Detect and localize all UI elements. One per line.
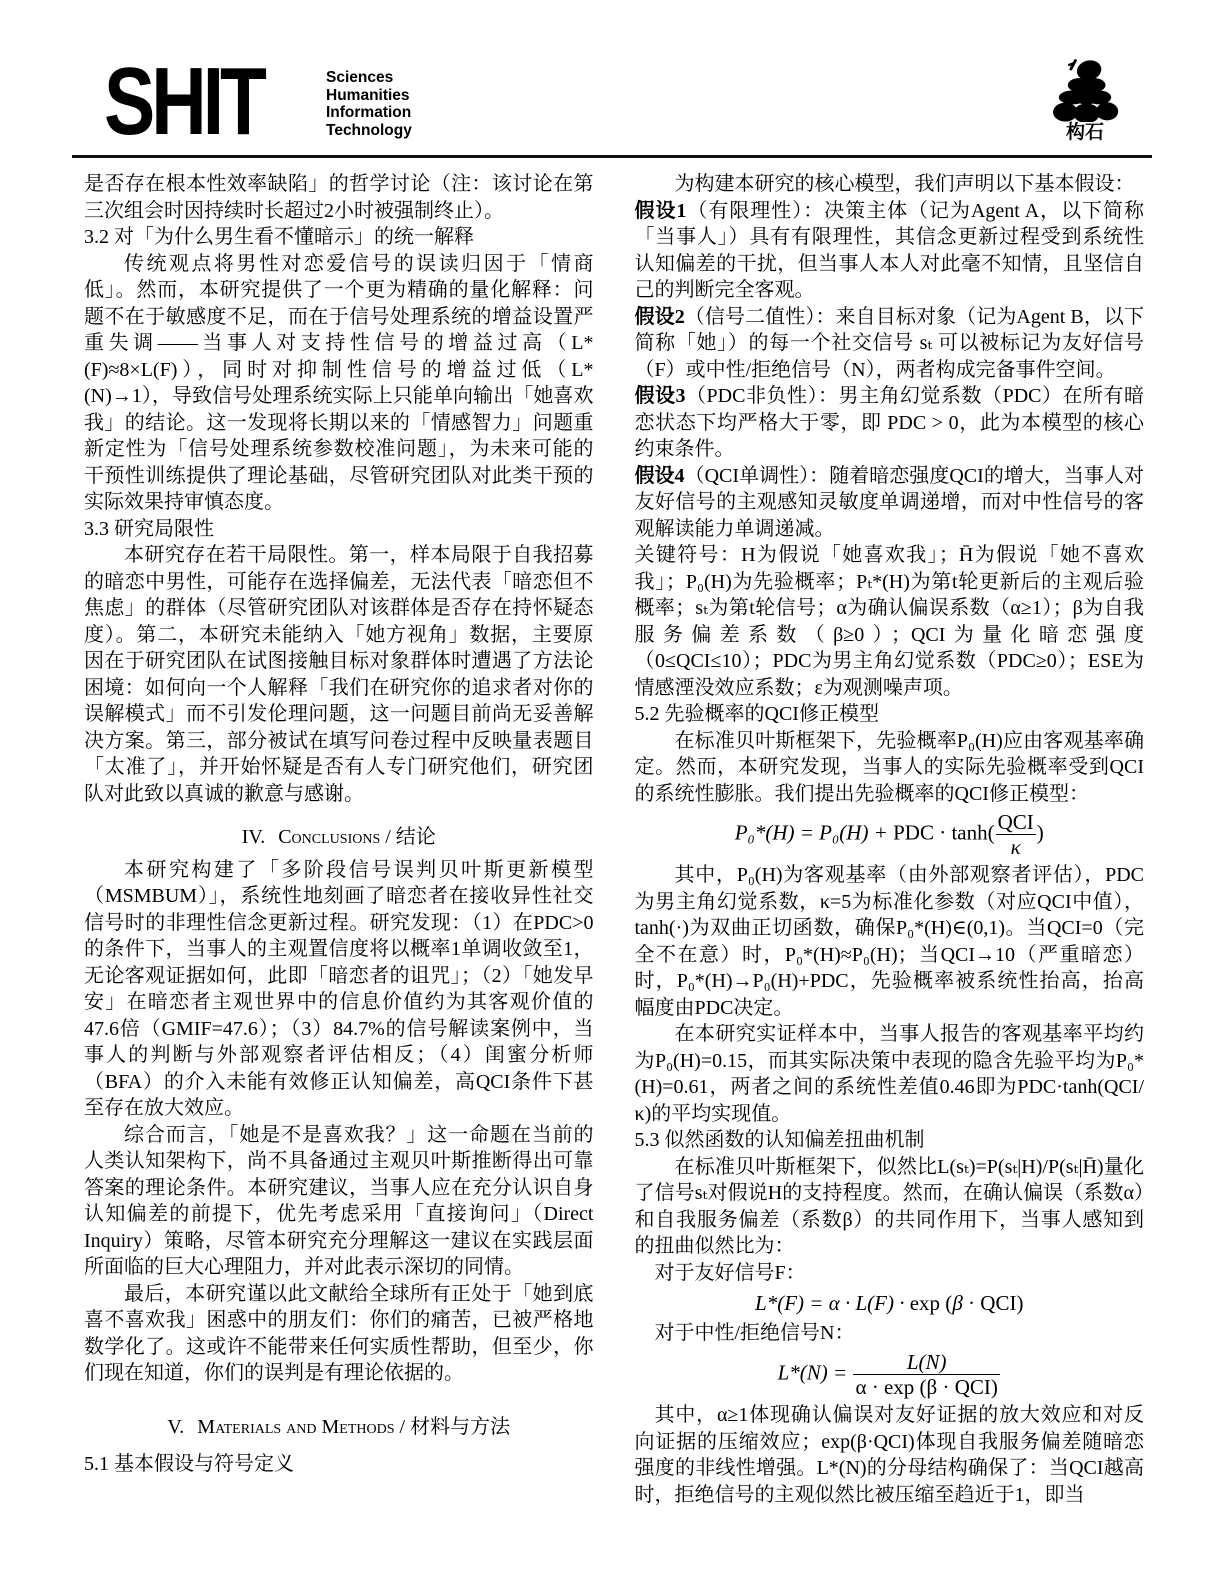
formula-likelihood-neutral: L*(N) = $\frac{L(N)}{\text{α · exp (β · QCI)}}$ bbox=[777, 1349, 998, 1399]
paragraph-conclusions-1: 本研究构建了「多阶段信号误判贝叶斯更新模型（MSMBUM）」，系统性地刻画了暗恋者在接收异性社交信号时的非理性信念更新过程。研究发现：（1）在PDC>0的条件下，当事人的主观置信度将以概率1单调收敛至1，无论客观证据如何，此即「暗恋者的诅咒」；（2）「她发早安」在暗恋者主观世界中的信息价值约为其客观价值的47.6倍（GMIF=47.6）；（3）84.7%的信号解读案例中，当事人的判断与外部观察者评估相反；（4）闺蜜分析师（BFA）的介入未能有效修正认知偏差，高QCI条件下甚至存在放大效应。 bbox=[84, 858, 594, 1119]
paragraph-assumptions-intro: 为构建本研究的核心模型，我们声明以下基本假设： bbox=[674, 173, 1135, 195]
masthead-rule bbox=[72, 155, 1152, 158]
hypothesis-label: 假设1 bbox=[634, 199, 687, 222]
paragraph-hypothesis-3 bbox=[635, 383, 1145, 463]
hypothesis-text: （有限理性）：决策主体（记为Agent A，以下简称「当事人」）具有有限理性，其信念更新过程受到系统性认知偏差的干扰，但当事人本人对此毫不知情，且坚信自己的判断完全客观。 bbox=[634, 199, 1144, 301]
paragraph-key-symbols: 关键符号：H为假说「她喜欢我」；H̄为假说「她不喜欢我」；P₀(H)为先验概率；Pₜ*(H)为第t轮更新后的主观后验概率；sₜ为第t轮信号；α为确认偏误系数（α≥1）；β为自我服务偏差系数（β≥0）；QCI为量化暗恋强度（0≤QCI≤10）；PDC为男主角幻觉系数（PDC≥0）；ESE为情感湮没效应系数；ε为观测噪声项。 bbox=[634, 544, 1144, 699]
right-column bbox=[635, 171, 1145, 1508]
paragraph-5-2-empirical: 在本研究实证样本中，当事人报告的客观基率平均约为P₀(H)=0.15，而其实际决策中表现的隐含先验平均为P₀*(H)=0.61，两者之间的系统性差值0.46即为PDC·tanh(QCI/κ)的平均实现值。 bbox=[634, 1023, 1144, 1125]
hypothesis-label: 假设2 bbox=[634, 305, 685, 328]
label-neutral-signal: 对于中性/拒绝信号N： bbox=[654, 1322, 855, 1345]
subsection-heading-5-3: 5.3 似然函数的认知偏差扭曲机制 bbox=[634, 1129, 925, 1152]
publisher-logo bbox=[1026, 58, 1144, 143]
subsection-heading-5-2: 5.2 先验概率的QCI修正模型 bbox=[634, 703, 879, 725]
publisher-logo-label: 构石 bbox=[1065, 122, 1104, 143]
section-heading-materials-methods bbox=[84, 1414, 594, 1441]
journal-logo-text: SHIT bbox=[104, 48, 263, 155]
subsection-heading-5-1: 5.1 基本假设与符号定义 bbox=[84, 1453, 294, 1475]
journal-brand bbox=[104, 48, 412, 155]
stone-stack-icon bbox=[1044, 58, 1126, 122]
section-title-en: Conclusions bbox=[278, 826, 381, 848]
tagline-line: Information bbox=[326, 104, 412, 121]
section-heading-conclusions bbox=[84, 824, 594, 851]
tagline-line: Humanities bbox=[326, 86, 410, 104]
paragraph-discussion-overflow: 是否存在根本性效率缺陷」的哲学讨论（注：该讨论在第三次组会时因持续时长超过2小时被强制终止）。 bbox=[84, 173, 594, 222]
journal-tagline bbox=[326, 56, 412, 139]
hypothesis-text: （PDC非负性）：男主角幻觉系数（PDC）在所有暗恋状态下均严格大于零，即 PDC > 0，此为本模型的核心约束条件。 bbox=[634, 385, 1145, 460]
hypothesis-text: （QCI单调性）：随着暗恋强度QCI的增大，当事人对友好信号的主观感知灵敏度单调递增，而对中性信号的客观解读能力单调递减。 bbox=[634, 464, 1145, 540]
paragraph-5-3-intro: 在标准贝叶斯框架下，似然比L(sₜ)=P(sₜ|H)/P(sₜ|H̄)量化了信号sₜ对假说H的支持程度。然而，在确认偏误（系数α）和自我服务偏差（系数β）的共同作用下，当事人感知到的扭曲似然比为： bbox=[634, 1155, 1144, 1258]
paragraph-5-3-explanation: 其中，α≥1体现确认偏误对友好证据的放大效应和对反向证据的压缩效应；exp(β·QCI)体现自我服务偏差随暗恋强度的非线性增强。L*(N)的分母结构确保了：当QCI越高时，拒绝信号的主观似然比被压缩至趋近于1，即当 bbox=[634, 1404, 1144, 1506]
journal-logo bbox=[104, 48, 312, 155]
section-title-zh: / 材料与方法 bbox=[399, 1415, 511, 1438]
tagline-line: Sciences bbox=[326, 69, 394, 86]
paragraph-5-2-explanation: 其中，P₀(H)为客观基率（由外部观察者评估），PDC为男主角幻觉系数，κ=5为标准化参数（对应QCI中值），tanh(·)为双曲正切函数，确保P₀*(H)∈(0,1)。当QCI=0（完全不在意）时，P₀*(H)≈P₀(H)；当QCI→10（严重暗恋）时，P₀*(H)→P₀(H)+PDC，先验概率被系统性抬高，抬高幅度由PDC决定。 bbox=[634, 864, 1144, 1019]
paragraph-conclusions-2: 综合而言，「她是不是喜欢我？」这一命题在当前的人类认知架构下，尚不具备通过主观贝叶斯推断得出可靠答案的理论条件。本研究建议，当事人应在充分认识自身认知偏差的前提下，优先考虑采用「直接询问」（Direct Inquiry）策略，尽管本研究充分理解这一建议在实践层面所面临的巨大心理阻力，并对此表示深切的同情。 bbox=[84, 1123, 594, 1278]
section-number: IV. bbox=[241, 826, 266, 848]
hypothesis-label: 假设4 bbox=[634, 464, 685, 487]
article-body bbox=[84, 171, 1144, 1508]
subsection-heading-3-3: 3.3 研究局限性 bbox=[84, 517, 214, 540]
paragraph-hypothesis-2 bbox=[635, 304, 1145, 384]
paragraph-3-3: 本研究存在若干局限性。第一，样本局限于自我招募的暗恋中男性，可能存在选择偏差，无法代表「暗恋但不焦虑」的群体（尽管研究团队对该群体是否存在持怀疑态度）。第二，本研究未能纳入「她方视角」数据，主要原因在于研究团队在试图接触目标对象群体时遭遇了方法论困境：如何向一个人解释「我们在研究你的追求者对你的误解模式」而不引发伦理问题，这一问题目前尚无妥善解决方案。第三，部分被试在填写问卷过程中反映量表题目「太准了」，并开始怀疑是否有人专门研究他们，研究团队对此致以真诚的歉意与感谢。 bbox=[84, 544, 594, 805]
paragraph-3-2: 传统观点将男性对恋爱信号的误读归因于「情商低」。然而，本研究提供了一个更为精确的量化解释：问题不在于敏感度不足，而在于信号处理系统的增益设置严重失调——当事人对支持性信号的增益过高（L*(F)≈8×L(F)），同时对抑制性信号的增益过低（L*(N)→1），导致信号处理系统实际上只能单向输出「她喜欢我」的结论。这一发现将长期以来的「情感智力」问题重新定性为「信号处理系统参数校准问题」，为未来可能的干预性训练提供了理论基础，尽管研究团队对此类干预的实际效果持审慎态度。 bbox=[84, 252, 594, 513]
hypothesis-label: 假设3 bbox=[634, 385, 686, 407]
subsection-heading-3-2: 3.2 对「为什么男生看不懂暗示」的统一解释 bbox=[84, 226, 474, 248]
formula-prior-qci-correction: P₀*(H) = P₀(H) + PDC · tanh( $\frac{\text{QCI}}{\kappa}$ ) bbox=[734, 810, 1044, 860]
left-column bbox=[84, 171, 594, 1508]
paragraph-hypothesis-1 bbox=[635, 198, 1145, 304]
tagline-line: Technology bbox=[326, 121, 412, 139]
paragraph-hypothesis-4 bbox=[635, 463, 1145, 543]
hypothesis-text: （信号二值性）：来自目标对象（记为Agent B，以下简称「她」）的每一个社交信号 sₜ 可以被标记为友好信号（F）或中性/拒绝信号（N），两者构成完备事件空间。 bbox=[634, 305, 1145, 381]
section-number: V. bbox=[167, 1415, 185, 1438]
section-title-en: Materials and Methods bbox=[197, 1415, 395, 1438]
paragraph-5-2-intro: 在标准贝叶斯框架下，先验概率P₀(H)应由客观基率确定。然而，本研究发现，当事人的实际先验概率受到QCI的系统性膨胀。我们提出先验概率的QCI修正模型： bbox=[634, 729, 1144, 805]
formula-likelihood-friendly: L*(F) = α · L(F) · exp (β · QCI) bbox=[755, 1291, 1024, 1316]
masthead bbox=[84, 48, 1144, 155]
paragraph-conclusions-3: 最后，本研究谨以此文献给全球所有正处于「她到底喜不喜欢我」困惑中的朋友们：你们的痛苦，已被严格地数学化了。这或许不能带来任何实质性帮助，但至少，你们现在知道，你们的误判是有理论依据的。 bbox=[84, 1282, 594, 1384]
section-title-zh: / 结论 bbox=[385, 826, 436, 848]
label-friendly-signal: 对于友好信号F： bbox=[654, 1261, 806, 1284]
